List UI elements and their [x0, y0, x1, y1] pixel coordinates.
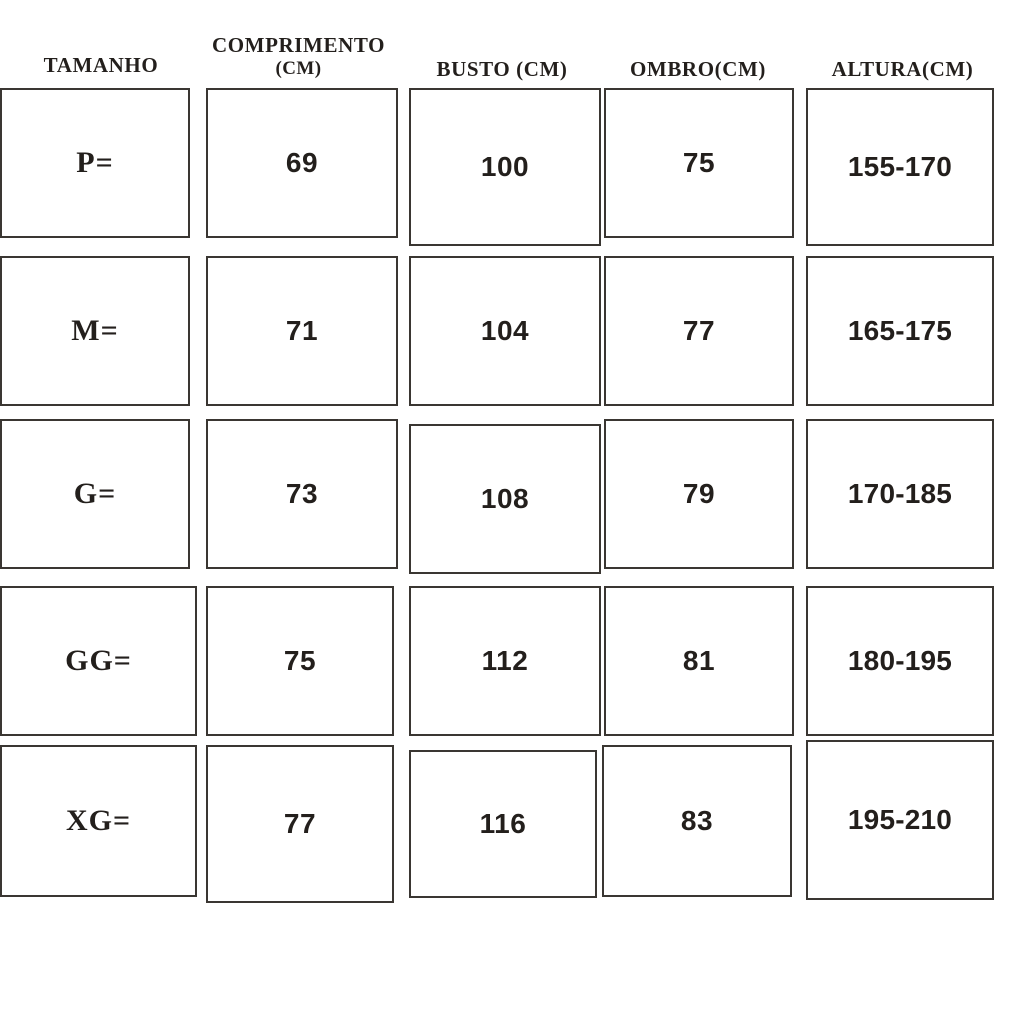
- column-header-comprimento: [196, 34, 401, 79]
- cell-text: 75: [682, 147, 716, 178]
- column-header-busto-label: BUSTO (CM): [436, 57, 568, 81]
- table-cell-altura-gg: [806, 586, 994, 736]
- column-header-comprimento-label: COMPRIMENTO: [211, 33, 386, 57]
- table-cell-comprimento-xg: [206, 745, 394, 903]
- table-cell-size-p: [0, 88, 190, 238]
- cell-text: 71: [285, 315, 319, 346]
- table-header-row: [0, 28, 1024, 86]
- table-cell-altura-m: [806, 256, 994, 406]
- column-header-tamanho: [6, 54, 196, 78]
- cell-text: 77: [283, 808, 317, 839]
- column-header-ombro: [600, 58, 796, 82]
- cell-text: 170-185: [847, 478, 953, 509]
- table-cell-comprimento-m: [206, 256, 398, 406]
- cell-text: 79: [682, 478, 716, 509]
- table-cell-ombro-m: [604, 256, 794, 406]
- cell-text: 112: [481, 645, 529, 676]
- table-cell-busto-gg: [409, 586, 601, 736]
- cell-text: XG=: [65, 804, 132, 837]
- table-cell-altura-p: [806, 88, 994, 246]
- cell-text: 104: [480, 315, 530, 346]
- cell-text: 155-170: [847, 151, 953, 182]
- cell-text: 100: [480, 151, 530, 182]
- table-cell-comprimento-gg: [206, 586, 394, 736]
- table-cell-busto-xg: [409, 750, 597, 898]
- cell-text: G=: [73, 477, 117, 510]
- table-cell-busto-m: [409, 256, 601, 406]
- table-cell-altura-g: [806, 419, 994, 569]
- column-header-busto: [404, 58, 600, 82]
- cell-text: 69: [285, 147, 319, 178]
- table-cell-size-g: [0, 419, 190, 569]
- cell-text: 165-175: [847, 315, 953, 346]
- cell-text: 83: [680, 805, 714, 836]
- table-cell-ombro-gg: [604, 586, 794, 736]
- column-header-tamanho-label: TAMANHO: [43, 53, 159, 77]
- table-cell-size-m: [0, 256, 190, 406]
- cell-text: GG=: [65, 644, 132, 677]
- table-cell-comprimento-g: [206, 419, 398, 569]
- table-cell-comprimento-p: [206, 88, 398, 238]
- table-cell-busto-g: [409, 424, 601, 574]
- cell-text: 116: [479, 808, 527, 839]
- cell-text: 180-195: [847, 645, 953, 676]
- cell-text: P=: [76, 146, 114, 179]
- cell-text: 108: [480, 483, 530, 514]
- cell-text: 75: [283, 645, 317, 676]
- table-cell-size-gg: [0, 586, 197, 736]
- table-cell-busto-p: [409, 88, 601, 246]
- table-cell-ombro-p: [604, 88, 794, 238]
- column-header-ombro-label: OMBRO(CM): [629, 57, 767, 81]
- cell-text: M=: [71, 314, 119, 347]
- column-header-altura: [800, 58, 1005, 82]
- table-cell-ombro-xg: [602, 745, 792, 897]
- cell-text: 195-210: [847, 804, 953, 835]
- table-cell-size-xg: [0, 745, 197, 897]
- column-header-comprimento-unit: (CM): [275, 57, 322, 79]
- table-cell-altura-xg: [806, 740, 994, 900]
- cell-text: 81: [682, 645, 716, 676]
- table-cell-ombro-g: [604, 419, 794, 569]
- column-header-altura-label: ALTURA(CM): [831, 57, 974, 81]
- cell-text: 77: [682, 315, 716, 346]
- cell-text: 73: [285, 478, 319, 509]
